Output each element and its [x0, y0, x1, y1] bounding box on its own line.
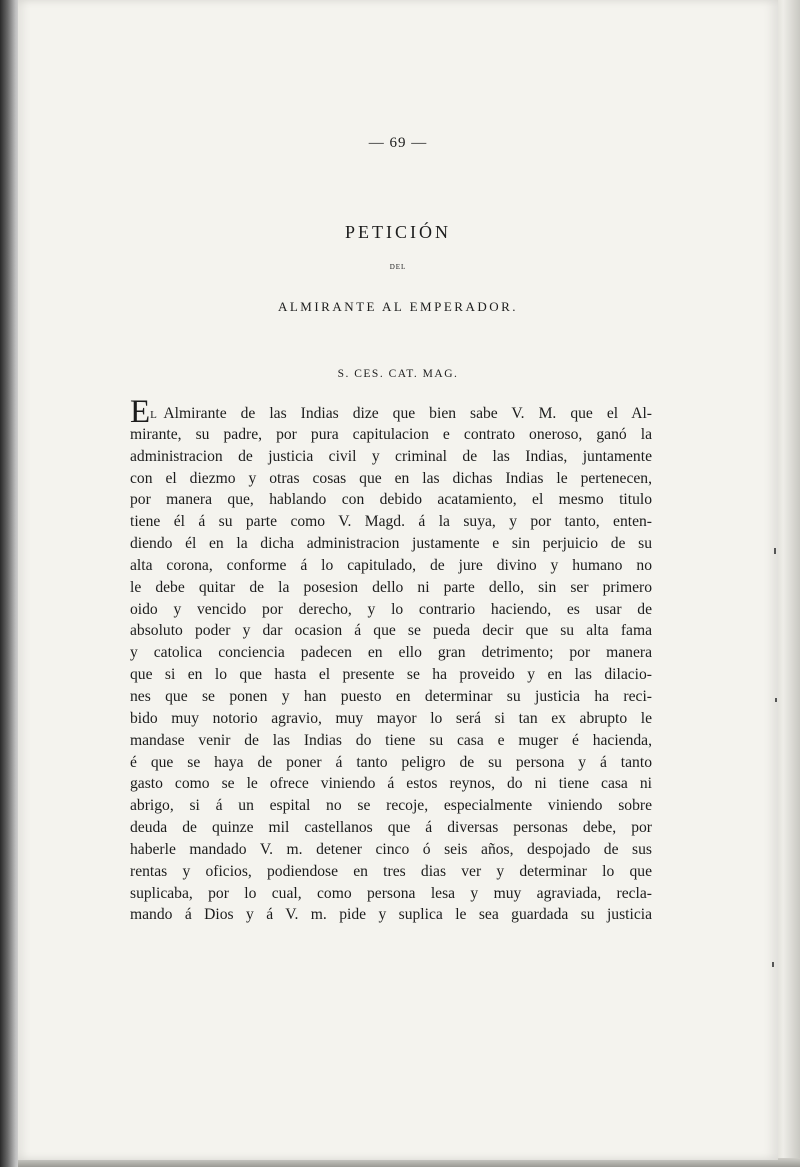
- page-subtitle: ALMIRANTE AL EMPERADOR.: [277, 299, 519, 314]
- body-line: tiene él á su parte como V. Magd. á la suya, y por tanto, enten-: [130, 513, 652, 531]
- body-line: é que se haya de poner á tanto peligro de su persona y á tanto: [130, 753, 652, 771]
- body-line: administracion de justicia civil y criminal de las Indias, juntamente: [130, 447, 652, 465]
- title-connector: DEL: [389, 263, 407, 271]
- page-title: PETICIÓN: [345, 222, 451, 242]
- body-line: gasto como se le ofrece viniendo á estos reynos, do ni tiene casa ni: [130, 775, 652, 793]
- drop-cap: E: [130, 394, 151, 430]
- book-page: [18, 0, 778, 1160]
- body-line: con el diezmo y otras cosas que en las dichas Indias le pertenecen,: [130, 469, 652, 487]
- body-line: nes que se ponen y han puesto en determinar su justicia ha reci-: [130, 687, 652, 705]
- body-line: bido muy notorio agravio, muy mayor lo será si tan ex abrupto le: [130, 709, 652, 727]
- salutation: S. CES. CAT. MAG.: [337, 368, 459, 380]
- body-line: por manera que, hablando con debido acatamiento, el mesmo titulo: [130, 491, 652, 509]
- body-line: abrigo, si á un espital no se recoje, especialmente viniendo sobre: [130, 797, 652, 815]
- body-line: oido y vencido por derecho, y lo contrario haciendo, es usar de: [130, 600, 652, 618]
- body-line: suplicaba, por lo cual, como persona lesa y muy agraviada, recla-: [130, 884, 652, 902]
- body-line: deuda de quinze mil castellanos que á diversas personas debe, por: [130, 819, 652, 837]
- body-line: que si en lo que hasta el presente se ha proveido y en las dilacio-: [130, 666, 652, 684]
- scan-speck: [775, 698, 777, 702]
- body-line: le debe quitar de la posesion dello ni parte dello, sin ser primero: [130, 578, 652, 596]
- scan-speck: [772, 962, 774, 967]
- body-line: mirante, su padre, por pura capitulacion e contrato oneroso, ganó la: [130, 425, 652, 443]
- body-line: haberle mandado V. m. detener cinco ó seis años, despojado de sus: [130, 840, 652, 858]
- body-line: absoluto poder y dar ocasion á que se pueda decir que su alta fama: [130, 622, 652, 640]
- scan-speck: [774, 548, 776, 554]
- petition-body: [130, 394, 652, 926]
- body-line: mandase venir de las Indias do tiene su casa e muger é hacienda,: [130, 731, 652, 749]
- drop-cap-rest: L: [150, 409, 158, 421]
- first-line-text: Almirante de las Indias dize que bien sabe V. M. que el Al-: [163, 405, 652, 422]
- body-line: alta corona, conforme á lo capitulado, de jure divino y humano no: [130, 556, 652, 574]
- body-line: rentas y oficios, podiendose en tres dias ver y determinar lo que: [130, 862, 652, 880]
- body-line: diendo él en la dicha administracion justamente e sin perjuicio de su: [130, 535, 652, 553]
- body-line: mando á Dios y á V. m. pide y suplica le sea guardada su justicia: [130, 906, 652, 924]
- page-number: — 69 —: [368, 135, 428, 151]
- body-line: y catolica conciencia padecen en ello gran detrimento; por manera: [130, 644, 652, 662]
- body-line-first: [130, 394, 652, 430]
